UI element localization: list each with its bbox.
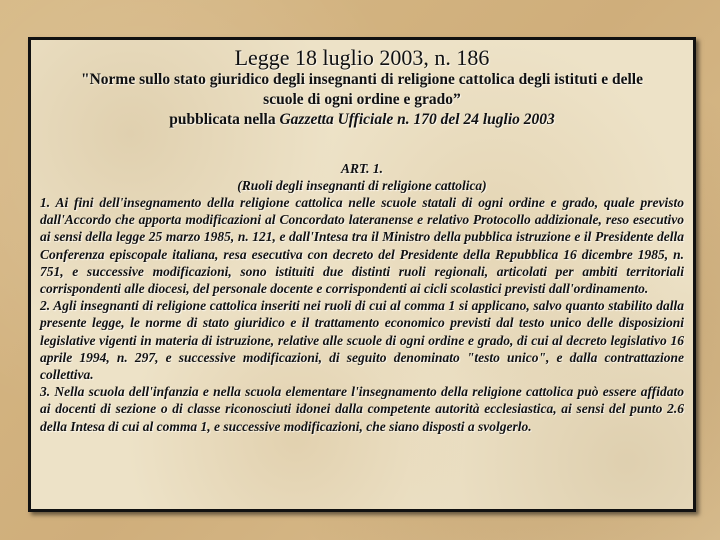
law-subtitle: "Norme sullo stato giuridico degli insegnanti di religione cattolica degli istituti e delle scuole di ogni ordine e grado” xyxy=(81,71,643,108)
publication-source: Gazzetta Ufficiale n. 170 del 24 luglio 2003 xyxy=(279,111,555,128)
article-number: ART. 1. xyxy=(341,161,383,176)
paragraph-2: 2. Agli insegnanti di religione cattolica inseriti nei ruoli di cui al comma 1 si applicano, salvo quanto stabilito dalla presente legge, le norme di stato giuridico e il trattamento economico previsti dal testo unico delle disposizioni legislative vigenti in materia di istruzione, relative alle scuole di ogni ordine e grado, di cui al decreto legislativo 16 aprile 1994, n. 297, e successive modificazioni, di seguito denominato "testo unico", e dalla contrattazione collettiva. xyxy=(40,298,684,383)
document-frame xyxy=(28,37,696,512)
paragraph-1: 1. Ai fini dell'insegnamento della religione cattolica nelle scuole statali di ogni ordine e grado, quale previsto dall'Accordo che apporta modificazioni al Concordato lateranense e relativo Protocollo addizionale, reso esecutivo ai sensi della legge 25 marzo 1985, n. 121, e dall'Intesa tra il Ministro della pubblica istruzione e il Presidente della Conferenza episcopale italiana, resa esecutiva con decreto del Presidente della Repubblica 16 dicembre 1985, n. 751, e successive modificazioni, sono istituiti due distinti ruoli regionali, articolati per ambiti territoriali corrispondenti alle diocesi, del personale docente e corrispondenti ai cicli scolastici previsti dall'ordinamento. xyxy=(40,195,684,297)
law-title: Legge 18 luglio 2003, n. 186 xyxy=(234,45,490,70)
paragraph-3: 3. Nella scuola dell'infanzia e nella scuola elementare l'insegnamento della religione cattolica può essere affidato ai docenti di sezione o di classe riconosciuti idonei dalla competente autorità ecclesiastica, ai sensi del punto 2.6 della Intesa di cui al comma 1, e successive modificazioni, che siano disposti a svolgerlo. xyxy=(40,384,684,434)
publication-prefix: pubblicata nella xyxy=(169,111,280,128)
publication-line xyxy=(40,110,684,130)
article-heading: (Ruoli degli insegnanti di religione cattolica) xyxy=(237,178,487,193)
